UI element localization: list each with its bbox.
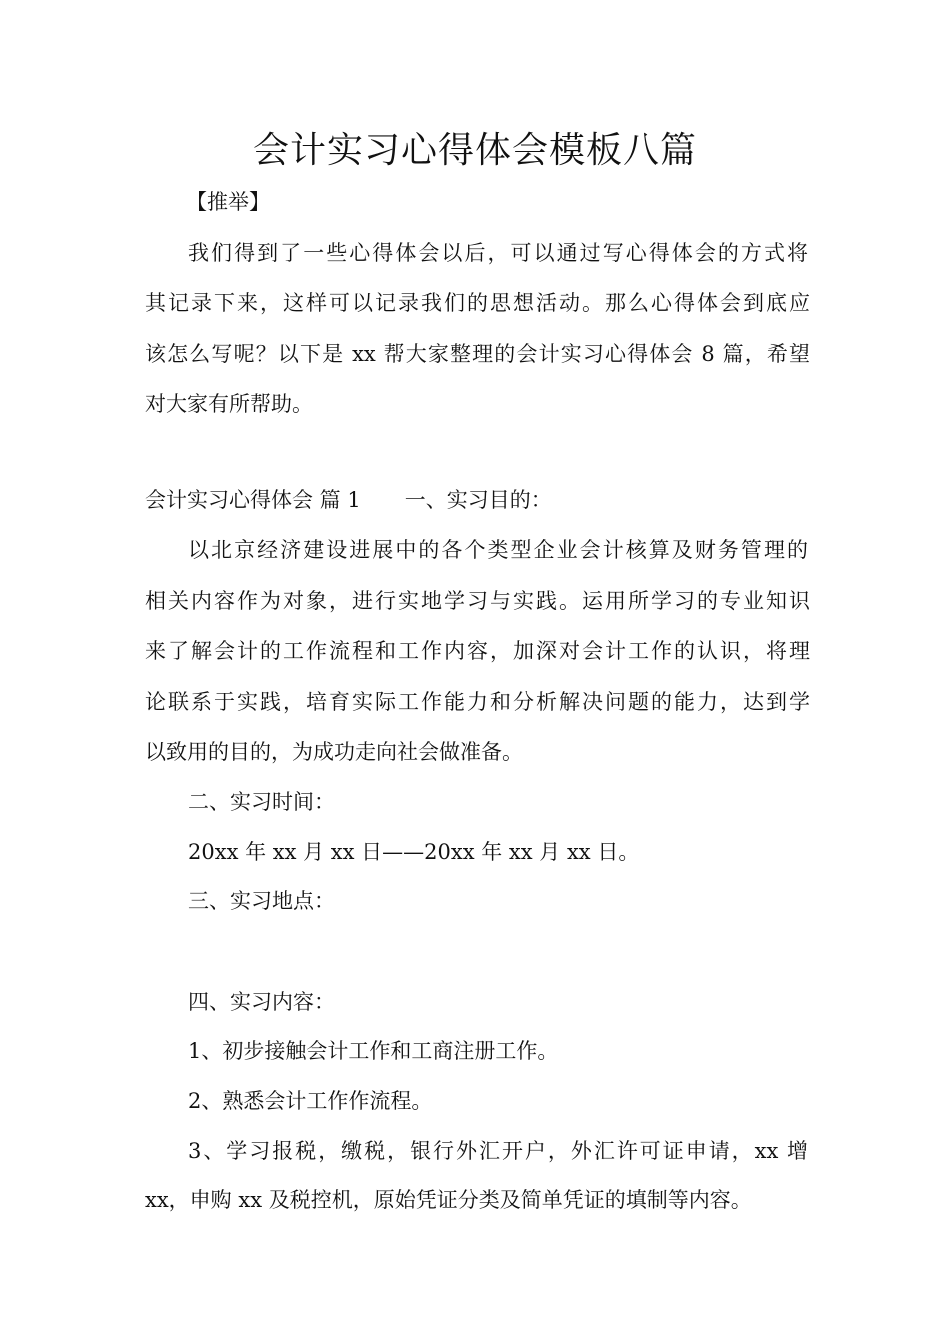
content-heading: 四、实习内容： bbox=[188, 990, 335, 1014]
purpose-line: 相关内容作为对象，进行实地学习与实践。运用所学习的专业知识 bbox=[145, 589, 810, 613]
purpose-line: 以致用的目的，为成功走向社会做准备。 bbox=[145, 740, 523, 764]
time-heading: 二、实习时间： bbox=[188, 790, 335, 814]
content-item: 1、初步接触会计工作和工商注册工作。 bbox=[188, 1039, 559, 1063]
intro-line: 对大家有所帮助。 bbox=[145, 392, 313, 416]
document-title: 会计实习心得体会模板八篇 bbox=[252, 130, 697, 171]
content-item: 2、熟悉会计工作作流程。 bbox=[188, 1089, 433, 1113]
intro-line: 其记录下来，这样可以记录我们的思想活动。那么心得体会到底应 bbox=[145, 291, 810, 315]
content-item-3-line: 3、学习报税，缴税，银行外汇开户，外汇许可证申请，xx 增 bbox=[188, 1139, 808, 1163]
article-label: 会计实习心得体会 篇 1 bbox=[145, 488, 361, 512]
place-heading: 三、实习地点： bbox=[188, 889, 335, 913]
intro-line: 我们得到了一些心得体会以后，可以通过写心得体会的方式将 bbox=[188, 241, 808, 265]
section-heading bbox=[145, 485, 810, 515]
purpose-heading: 一、实习目的： bbox=[404, 488, 552, 512]
purpose-line: 来了解会计的工作流程和工作内容，加深对会计工作的认识，将理 bbox=[145, 639, 810, 663]
recommend-tag: 【推举】 bbox=[186, 190, 270, 214]
time-value: 20xx 年 xx 月 xx 日——20xx 年 xx 月 xx 日。 bbox=[188, 840, 640, 864]
purpose-line: 以北京经济建设进展中的各个类型企业会计核算及财务管理的 bbox=[188, 538, 808, 562]
purpose-line: 论联系于实践，培育实际工作能力和分析解决问题的能力，达到学 bbox=[145, 690, 810, 714]
content-item-3-line: xx，申购 xx 及税控机，原始凭证分类及简单凭证的填制等内容。 bbox=[145, 1188, 752, 1212]
intro-line: 该怎么写呢？以下是 xx 帮大家整理的会计实习心得体会 8 篇，希望 bbox=[145, 342, 810, 366]
